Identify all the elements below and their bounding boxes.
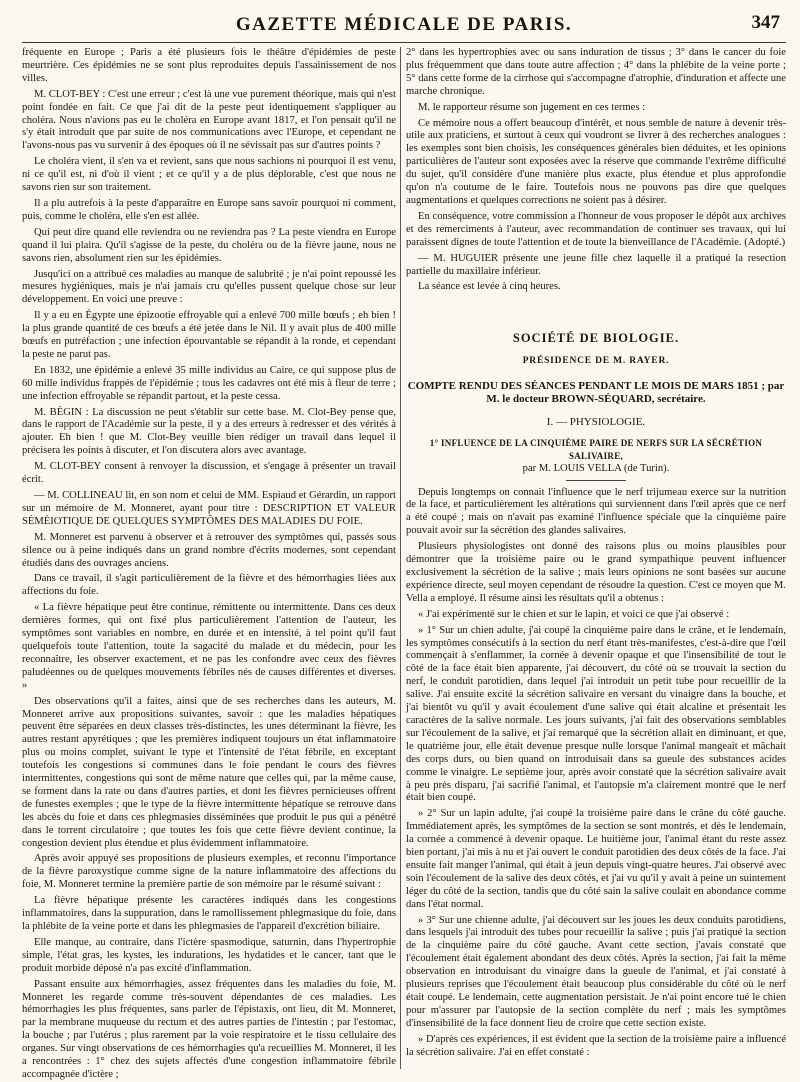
paragraph: » 1° Sur un chien adulte, j'ai coupé la cinquième paire dans le crâne, et le lendemain, les symptômes consécutifs à la section du nerf étant très-manifestes, c'est-à-dire que l'œil commençait à s'enflammer, la cornée à devenir opaque et que l'insensibilité de tout le côté de la face était bien apparente, j'ai découvert, du côté où se trouvait la section du nerf, le conduit parotidien, dans lequel j'ai introduit un petit tube pour recueillir de la salive. J'ai ensuite excité la sécrétion salivaire en versant du vinaigre dans la bouche, et j'ai bientôt vu qu'il y avait écoulement d'une salive qui était alcaline et présentait les caractères de la salive normale. Les jours suivants, j'ai fait des observations semblables sur l'écoulement de la salive, et j'ai remarqué que la sécrétion allait en diminuant, et que, le quatrième jour, elle était devenue presque nulle lorsque l'animal mangeait et mâchait des corps durs, ou bien quand on introduisait dans sa gueule des substances acides comme le vinaigre. Le septième jour, après avoir constaté que la sécrétion salivaire avait à peu près disparu, j'ai sacrifié l'animal, et l'autopsie m'a clairement montré que le nerf était bien coupé.: [406, 624, 786, 804]
society-title: SOCIÉTÉ DE BIOLOGIE.: [512, 331, 680, 346]
paragraph: » 3° Sur une chienne adulte, j'ai découvert sur les joues les deux conduits parotidiens, dans lesquels j'ai introduit des tubes pour recueillir la salive ; puis j'ai pratiqué la section de la cinquième paire du côté gauche. Avant cette section, j'avais constaté que l'écoulement était également abondant des deux côtés. Après la section, j'ai fait la même observation en introduisant du vinaigre dans la gueule de l'animal, et j'ai constaté à plusieurs reprises que l'écoulement était beaucoup plus considérable du côté où le nerf était coupé. Le lendemain, cette augmentation persistait. Je n'ai point encore tué le chien pour m'assurer par l'autopsie de la section complète du nerf ; mais les symptômes d'insensibilité de la face donnent lieu de croire que cette section existe.: [406, 914, 786, 1029]
paragraph: En conséquence, votre commission a l'honneur de vous proposer le dépôt aux archives et des remerciments à l'auteur, avec recommandation de continuer ses travaux, qui lui paraissent dignes de toute l'attention et de toute la bienveillance de l'Académie. (Adopté.): [406, 210, 786, 248]
paragraph: M. le rapporteur résume son jugement en ces termes :: [418, 101, 646, 113]
left-column: [22, 47, 396, 1080]
paragraph: M. CLOT-BEY consent à renvoyer la discussion, et s'engage à présenter un travail écrit.: [22, 461, 396, 486]
paragraph: Elle manque, au contraire, dans l'ictère spasmodique, saturnin, dans l'hypertrophie simple, l'état gras, les kystes, les indurations, les hydatides et le cancer, tant que le produit morbide déposé n'a pas excité d'inflammation.: [22, 936, 396, 974]
right-column-body-text: [406, 487, 786, 1060]
paragraph: En 1832, une épidémie a enlevé 35 mille individus au Caire, ce qui suppose plus de 60 mille individus frappés de l'épidémie ; tous les cadavres ont été mis à fleur de terre ; une infection effroyable se répandit partout, et la peste cessa.: [22, 364, 396, 402]
right-column: [406, 47, 786, 1071]
paragraph: M. BÉGIN : La discussion ne peut s'établir sur cette base. M. Clot-Bey pense que, dans le rapport de l'Académie sur la peste, il y a des erreurs à redresser et des vérités à ajouter. Eh bien ! que M. Clot-Bey veuille bien rédiger un travail dans lequel il précisera les points à discuter, et l'on discutera alors avec avantage.: [22, 406, 396, 457]
paragraph: Qui peut dire quand elle reviendra ou ne reviendra pas ? La peste viendra en Europe quand il lui plaira. Qu'il s'agisse de la peste, du choléra ou de la fièvre jaune, nous ne savons rien, absolument rien sur les épidémies.: [22, 226, 396, 264]
paragraph: Jusqu'ici on a attribué ces maladies au manque de salubrité ; je n'ai point repoussé les mesures hygiéniques, mais je n'ai jamais cru qu'elles pussent quelque chose sur leur développement. En voici une preuve :: [22, 268, 396, 306]
paragraph: Des observations qu'il a faites, ainsi que de ses recherches dans les auteurs, M. Monneret arrive aux propositions suivantes, savoir : que les maladies hépatiques peuvent être séparées en deux classes très-distinctes, les unes déterminant la fièvre, les autres restant apyrétiques ; que les premières indiquent toujours un état inflammatoire plus ou moins complet, suivant le type et l'intensité de l'état fébrile, en exceptant toutefois les congestions si communes dans le foie pendant le cours des fièvres intermittentes, congestions qui sont de même nature que celles qui, par la même cause, se forment dans la rate ou dans d'autres parties, et dont les fièvres pernicieuses offrent de funestes exemples ; que le type de la fièvre intermittente hépatique se retrouve dans les abcès du foie et dans ces phlegmasies disséminées que produit le pus qui a pénétré dans le torrent circulatoire ; que toutes les fois que cette fièvre devient continue, la congestion devient plus étendue et plus évidemment inflammatoire.: [22, 695, 396, 849]
right-column-top-text: [406, 47, 786, 294]
paragraph: « J'ai expérimenté sur le chien et sur le lapin, et voici ce que j'ai observé :: [418, 608, 730, 620]
paragraph: Il a plu autrefois à la peste d'apparaître en Europe sans savoir pourquoi ni comment, puis, comme le choléra, elle s'en est allée.: [22, 197, 396, 222]
paragraph: fréquente en Europe ; Paris a été plusieurs fois le théâtre d'épidémies de peste meurtrière. Ces épidémies ne se sont plus reproduites depuis l'assainissement de nos villes.: [22, 47, 396, 84]
paragraph: Dans ce travail, il s'agit particulièrement de la fièvre et des hémorrhagies liées aux affections du foie.: [22, 573, 396, 598]
paragraph: — M. COLLINEAU lit, en son nom et celui de MM. Espiaud et Gérardin, un rapport sur un mémoire de M. Monneret, ayant pour titre : DESCRIPTION ET VALEUR SÉMÉIOTIQUE DE QUELQUES SYMPTÔMES DES MALADIES DU FOIE.: [22, 490, 396, 527]
paragraph: M. Monneret est parvenu à observer et à retrouver des symptômes qui, passés sous silence ou à peine indiqués dans un grand nombre d'écrits modernes, sont cependant étudiés dans des ouvrages anciens.: [22, 531, 396, 569]
journal-title: GAZETTE MÉDICALE DE PARIS.: [235, 14, 573, 35]
page-header: [22, 10, 786, 43]
section-heading: I. — PHYSIOLOGIE.: [546, 415, 646, 428]
paragraph: La séance est levée à cinq heures.: [418, 281, 561, 293]
paragraph: La fièvre hépatique présente les caractères indiqués dans les congestions inflammatoires, dans la suppuration, dans le ramollissement phlegmasique du foie, dans la phlébite de la veine porte et dans les phlegmasies de l'appareil d'excrétion biliaire.: [22, 895, 396, 932]
subsection-heading: 1° INFLUENCE DE LA CINQUIÈME PAIRE DE NERFS SUR LA SÉCRÉTION SALIVAIRE,: [429, 437, 763, 461]
paragraph: Ce mémoire nous a offert beaucoup d'intérêt, et nous semble de nature à devenir très-utile aux praticiens, et surtout à ceux qui voudront se livrer à des recherches analogues : les exemples sont bien choisis, les conséquences générales bien déduites, et les opinions particulières de l'auteur sont exposées avec la réserve que commande l'extrême difficulté du sujet, qu'il considère d'une manière plus exacte, plus étendue et plus approfondie qu'on n'a coutume de le faire. Toutefois nous ne pouvons pas dire que quelques augmentations et quelques corrections ne soient pas à désirer.: [406, 117, 786, 206]
paragraph: Passant ensuite aux hémorrhagies, assez fréquentes dans les maladies du foie, M. Monneret les regarde comme très-souvent dépendantes de ces maladies. Les hémorrhagies les plus fréquentes, sans parler de l'épistaxis, ont lieu, dit M. Monneret, par la membrane muqueuse du rectum et des autres parties de l'intestin ; par l'estomac, la bouche ; par l'utérus ; plus rarement par la voie respiratoire et le tissu cellulaire des organes. Sur vingt observations de ces hémorrhagies qu'a recueillies M. Monneret, il les a rencontrées : 1° chez des sujets affectés d'une congestion inflammatoire fébrile accompagnée d'ictère ;: [22, 978, 396, 1080]
presidency-line: PRÉSIDENCE DE M. RAYER.: [522, 356, 670, 367]
paragraph: Le choléra vient, il s'en va et revient, sans que nous sachions ni pourquoi il est venu, ni ce qu'il est, ni d'où il vient ; et ce qu'il y a de plus déplorable, c'est que nous ne savons rien sur son traitement.: [22, 156, 396, 194]
paragraph: 2° dans les hypertrophies avec ou sans induration de tissus ; 3° dans le cancer du foie plus fréquemment que dans toute autre affection ; 4° dans la phlébite de la veine porte ; 5° dans cette forme de la cirrhose qui s'accompagne d'atrophie, d'induration et affecte une marche chronique.: [406, 47, 786, 97]
compte-rendu-heading: COMPTE RENDU DES SÉANCES PENDANT LE MOIS DE MARS 1851 ; par M. le docteur BROWN-SÉQUARD, secrétaire.: [407, 380, 785, 406]
column-divider: [400, 47, 401, 1069]
paragraph: Depuis longtemps on connait l'influence que le nerf trijumeau exerce sur la nutrition de la face, et particulièrement les altérations qui surviennent dans l'œil après que ce nerf a été coupé ; mais on n'avait pas examiné l'influence spéciale que la cinquième paire pouvait avoir sur la sécrétion des glandes salivaires.: [406, 486, 786, 537]
paragraph: » 2° Sur un lapin adulte, j'ai coupé la troisième paire dans le crâne du côté gauche. Immédiatement après, les symptômes de la section se sont montrés, et dès le lendemain, la cornée a commencé à devenir opaque. Le huitième jour, l'animal étant du reste assez bien portant, j'ai mis à nu et j'ai ouvert le conduit parotidien des deux côtés de la face. J'ai ensuite fait manger l'animal, qui était à jeun depuis vingt-quatre heures. J'ai observé avec soin l'écoulement de la salive des deux côtés, et j'ai vu qu'il y avait à peine un suintement léger du côté de la section, tandis que du côté sain la salive coulait en abondance comme dans l'état normal.: [406, 808, 786, 910]
subsection-author: par M. LOUIS VELLA (de Turin).: [522, 462, 670, 474]
paragraph: « La fièvre hépatique peut être continue, rémittente ou intermittente. Dans ces deux dernières formes, qui ont fixé plus particulièrement l'attention de l'auteur, les symptômes sont variables en nombre, en durée et en intensité, à tel point qu'il faut quelquefois toute l'attention, toute la sagacité du malade et du médecin, pour les reconnaître, les observer exactement, et ne pas les confondre avec ceux des fièvres paludéennes ou de quelques mouvements fébriles nés de causes différentes et diverses. »: [22, 602, 396, 691]
heading-rule: [566, 480, 626, 481]
paragraph: — M. HUGUIER présente une jeune fille chez laquelle il a pratiqué la resection partielle du maxillaire inférieur.: [406, 252, 786, 277]
paragraph: Il y a eu en Égypte une épizootie effroyable qui a enlevé 700 mille bœufs ; eh bien ! la plus grande quantité de ces bœufs a été jetée dans le Nil. Il y avait plus de 400 mille bœufs en putréfaction ; une infection épouvantable se répandit à la ronde, et cependant la peste ne parut pas.: [22, 310, 396, 360]
paragraph: Plusieurs physiologistes ont donné des raisons plus ou moins plausibles pour démontrer que la troisième paire ou le grand sympathique peuvent influencer exclusivement la sécrétion de la salive ; mais leurs opinions ne sont basées sur aucune expérience directe, seul moyen cependant de résoudre la question. C'est ce moyen que M. Vella a employé. Il résume ainsi les résultats qu'il a obtenus :: [406, 541, 786, 604]
paragraph: M. CLOT-BEY : C'est une erreur ; c'est là une vue purement théorique, mais qui n'est point fondée en fait. Ce que j'ai dit de la peste peut identiquement s'appliquer au choléra. Nous n'avions pas eu le choléra en Europe avant 1817, et l'on pensait qu'il ne s'y était introduit que par suite de nos communications avec l'Europe, et cependant ne l'avons-nous pas vu survenir à des époques où il ne sévissait pas sur d'autres points ?: [22, 88, 396, 152]
paragraph: » D'après ces expériences, il est évident que la section de la troisième paire a influencé la sécrétion salivaire. J'ai en effet constaté :: [406, 1033, 786, 1058]
page-number: 347: [751, 12, 780, 33]
paragraph: Après avoir appuyé ses propositions de plusieurs exemples, et reconnu l'importance de la fièvre paroxystique comme signe de la nature inflammatoire des affections du foie, M. Monneret termine la première partie de son mémoire par le résumé suivant :: [22, 853, 396, 891]
